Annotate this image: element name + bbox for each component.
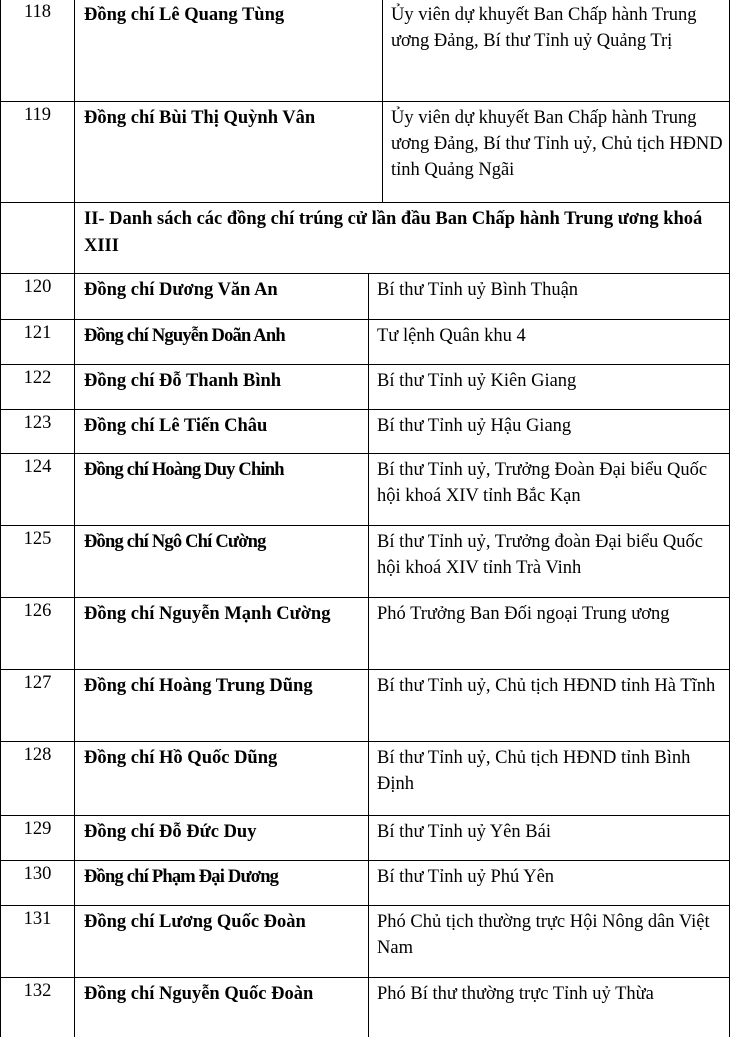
row-number: 131 [23,909,52,929]
row-number-empty [1,203,74,273]
member-role: Ủy viên dự khuyết Ban Chấp hành Trung ương Đảng, Bí thư Tỉnh uỷ, Chủ tịch HĐND tỉnh Quảng Ngãi [382,102,729,202]
member-name: Đồng chí Lương Quốc Đoàn [74,906,368,977]
member-name: Đồng chí Ngô Chí Cường [74,526,368,597]
member-name: Đồng chí Nguyễn Quốc Đoàn [74,978,368,1037]
member-role: Bí thư Tỉnh uỷ Yên Bái [368,816,729,860]
section-header-row [0,202,730,273]
table-row [0,597,730,669]
member-name: Đồng chí Hoàng Duy Chinh [74,454,368,525]
member-role: Tư lệnh Quân khu 4 [368,320,729,364]
member-role: Bí thư Tỉnh uỷ Phú Yên [368,861,729,905]
member-name: Đồng chí Hoàng Trung Dũng [74,670,368,741]
row-number: 132 [23,981,52,1001]
member-role: Bí thư Tỉnh uỷ Bình Thuận [368,274,729,319]
table-row [0,525,730,597]
member-role: Bí thư Tỉnh uỷ, Trưởng đoàn Đại biểu Quốc hội khoá XIV tỉnh Trà Vinh [368,526,729,597]
table-row [0,741,730,815]
member-role: Phó Chủ tịch thường trực Hội Nông dân Việt Nam [368,906,729,977]
member-name: Đồng chí Bùi Thị Quỳnh Vân [74,102,382,202]
member-role: Bí thư Tỉnh uỷ, Chủ tịch HĐND tỉnh Bình Định [368,742,729,815]
member-name: Đồng chí Dương Văn An [74,274,368,319]
table-row [0,905,730,977]
table-row [0,101,730,202]
row-number: 123 [23,413,52,433]
row-number: 128 [23,745,52,765]
row-number: 122 [23,368,52,388]
table-row [0,273,730,319]
table-row [0,815,730,860]
member-name: Đồng chí Lê Quang Tùng [74,0,382,101]
member-role: Bí thư Tỉnh uỷ, Trưởng Đoàn Đại biểu Quốc hội khoá XIV tỉnh Bắc Kạn [368,454,729,525]
member-name: Đồng chí Phạm Đại Dương [74,861,368,905]
member-role: Bí thư Tỉnh uỷ, Chủ tịch HĐND tỉnh Hà Tĩnh [368,670,729,741]
row-number: 129 [23,819,52,839]
table-row [0,669,730,741]
section-title: II- Danh sách các đồng chí trúng cử lần đầu Ban Chấp hành Trung ương khoá XIII [74,203,729,273]
table-row [0,364,730,409]
row-number: 120 [23,277,52,297]
table-row [0,977,730,1037]
table-row [0,319,730,364]
table-row [0,0,730,101]
member-role: Phó Bí thư thường trực Tỉnh uỷ Thừa [368,978,729,1037]
member-name: Đồng chí Nguyễn Mạnh Cường [74,598,368,669]
row-number: 130 [23,864,52,884]
member-name: Đồng chí Đỗ Thanh Bình [74,365,368,409]
table-row [0,860,730,905]
row-number: 124 [23,457,52,477]
row-number: 119 [23,105,52,125]
table-row [0,453,730,525]
member-name: Đồng chí Hồ Quốc Dũng [74,742,368,815]
table-row [0,409,730,453]
row-number: 125 [23,529,52,549]
member-name: Đồng chí Đỗ Đức Duy [74,816,368,860]
row-number: 121 [23,323,52,343]
member-role: Phó Trưởng Ban Đối ngoại Trung ương [368,598,729,669]
member-role: Bí thư Tỉnh uỷ Kiên Giang [368,365,729,409]
row-number: 126 [23,601,52,621]
member-role: Bí thư Tỉnh uỷ Hậu Giang [368,410,729,453]
member-role: Ủy viên dự khuyết Ban Chấp hành Trung ương Đảng, Bí thư Tỉnh uỷ Quảng Trị [382,0,729,101]
row-number: 118 [23,2,52,22]
row-number: 127 [23,673,52,693]
member-name: Đồng chí Nguyễn Doãn Anh [74,320,368,364]
member-name: Đồng chí Lê Tiến Châu [74,410,368,453]
